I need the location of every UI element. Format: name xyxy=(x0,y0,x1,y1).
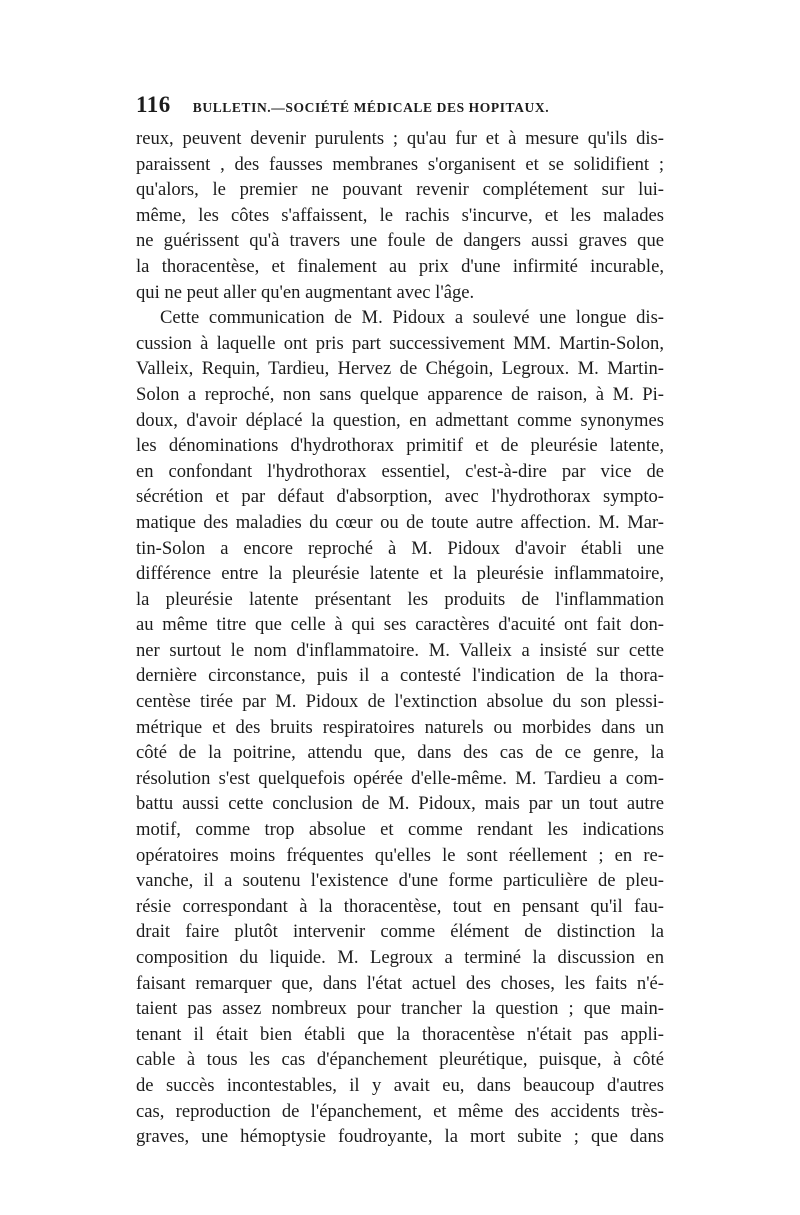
text-line: résolution s'est quelquefois opérée d'elle-même. M. Tardieu a com- xyxy=(136,767,664,789)
text-line: opératoires moins fréquentes qu'elles le sont réellement ; en re- xyxy=(136,844,664,866)
text-line: ne guérissent qu'à travers une foule de dangers aussi graves que xyxy=(136,230,664,252)
page-header xyxy=(136,92,664,126)
body-text xyxy=(136,126,664,1150)
text-line: paraissent , des fausses membranes s'organisent et se solidifient ; xyxy=(136,153,664,175)
text-line: graves, une hémoptysie foudroyante, la mort subite ; que dans xyxy=(136,1126,664,1148)
text-line: Valleix, Requin, Tardieu, Hervez de Chégoin, Legroux. M. Martin- xyxy=(136,358,664,380)
text-line: différence entre la pleurésie latente et la pleurésie inflammatoire, xyxy=(136,563,664,585)
text-line: composition du liquide. M. Legroux a terminé la discussion en xyxy=(136,947,664,968)
book-page xyxy=(136,92,664,1150)
text-line: qui ne peut aller qu'en augmentant avec l'âge. xyxy=(136,281,475,303)
text-line: vanche, il a soutenu l'existence d'une forme particulière de pleu- xyxy=(136,870,664,892)
text-line: la thoracentèse, et finalement au prix d'une infirmité incurable, xyxy=(136,255,664,277)
text-line: sécrétion et par défaut d'absorption, avec l'hydrothorax sympto- xyxy=(136,486,664,508)
text-line: cussion à laquelle ont pris part successivement MM. Martin-Solon, xyxy=(136,332,664,354)
text-line: résie correspondant à la thoracentèse, tout en pensant qu'il fau- xyxy=(136,895,664,917)
text-line: tin-Solon a encore reproché à M. Pidoux d'avoir établi une xyxy=(136,537,664,559)
text-line: taient pas assez nombreux pour trancher la question ; que main- xyxy=(136,998,664,1020)
text-line: de succès incontestables, il y avait eu, dans beaucoup d'autres xyxy=(136,1074,664,1096)
text-line: reux, peuvent devenir purulents ; qu'au fur et à mesure qu'ils dis- xyxy=(136,128,664,149)
text-line: centèse tirée par M. Pidoux de l'extinction absolue du son plessi- xyxy=(136,691,664,713)
text-line: ner surtout le nom d'inflammatoire. M. Valleix a insisté sur cette xyxy=(136,639,664,661)
page-number: 116 xyxy=(136,92,171,117)
text-line: drait faire plutôt intervenir comme élément de distinction la xyxy=(136,921,664,943)
text-line: faisant remarquer que, dans l'état actuel des choses, les faits n'é- xyxy=(136,972,664,994)
text-line: cable à tous les cas d'épanchement pleurétique, puisque, à côté xyxy=(136,1049,664,1071)
text-line: Cette communication de M. Pidoux a soulevé une longue dis- xyxy=(160,307,664,329)
paragraph xyxy=(136,305,664,1150)
running-title: BULLETIN.—SOCIÉTÉ MÉDICALE DES HOPITAUX. xyxy=(192,100,550,115)
text-line: doux, d'avoir déplacé la question, en admettant comme synonymes xyxy=(136,409,664,431)
text-line: battu aussi cette conclusion de M. Pidoux, mais par un tout autre xyxy=(136,793,664,815)
text-line: métrique et des bruits respiratoires naturels ou morbides dans un xyxy=(136,716,664,738)
text-line: tenant il était bien établi que la thoracentèse n'était pas appli- xyxy=(136,1023,664,1045)
text-line: même, les côtes s'affaissent, le rachis s'incurve, et les malades xyxy=(136,204,664,226)
text-line: qu'alors, le premier ne pouvant revenir complétement sur lui- xyxy=(136,179,664,201)
text-line: au même titre que celle à qui ses caractères d'acuité ont fait don- xyxy=(136,614,664,636)
text-line: Solon a reproché, non sans quelque apparence de raison, à M. Pi- xyxy=(136,383,664,405)
text-line: en confondant l'hydrothorax essentiel, c'est-à-dire par vice de xyxy=(136,460,664,482)
text-line: matique des maladies du cœur ou de toute autre affection. M. Mar- xyxy=(136,511,664,533)
text-line: dernière circonstance, puis il a contesté l'indication de la thora- xyxy=(136,665,664,687)
text-line: les dénominations d'hydrothorax primitif et de pleurésie latente, xyxy=(136,435,664,457)
paragraph xyxy=(136,126,664,305)
text-line: la pleurésie latente présentant les produits de l'inflammation xyxy=(136,588,664,610)
text-line: côté de la poitrine, attendu que, dans des cas de ce genre, la xyxy=(136,742,664,764)
text-line: motif, comme trop absolue et comme rendant les indications xyxy=(136,819,664,841)
text-line: cas, reproduction de l'épanchement, et même des accidents très- xyxy=(136,1100,664,1122)
